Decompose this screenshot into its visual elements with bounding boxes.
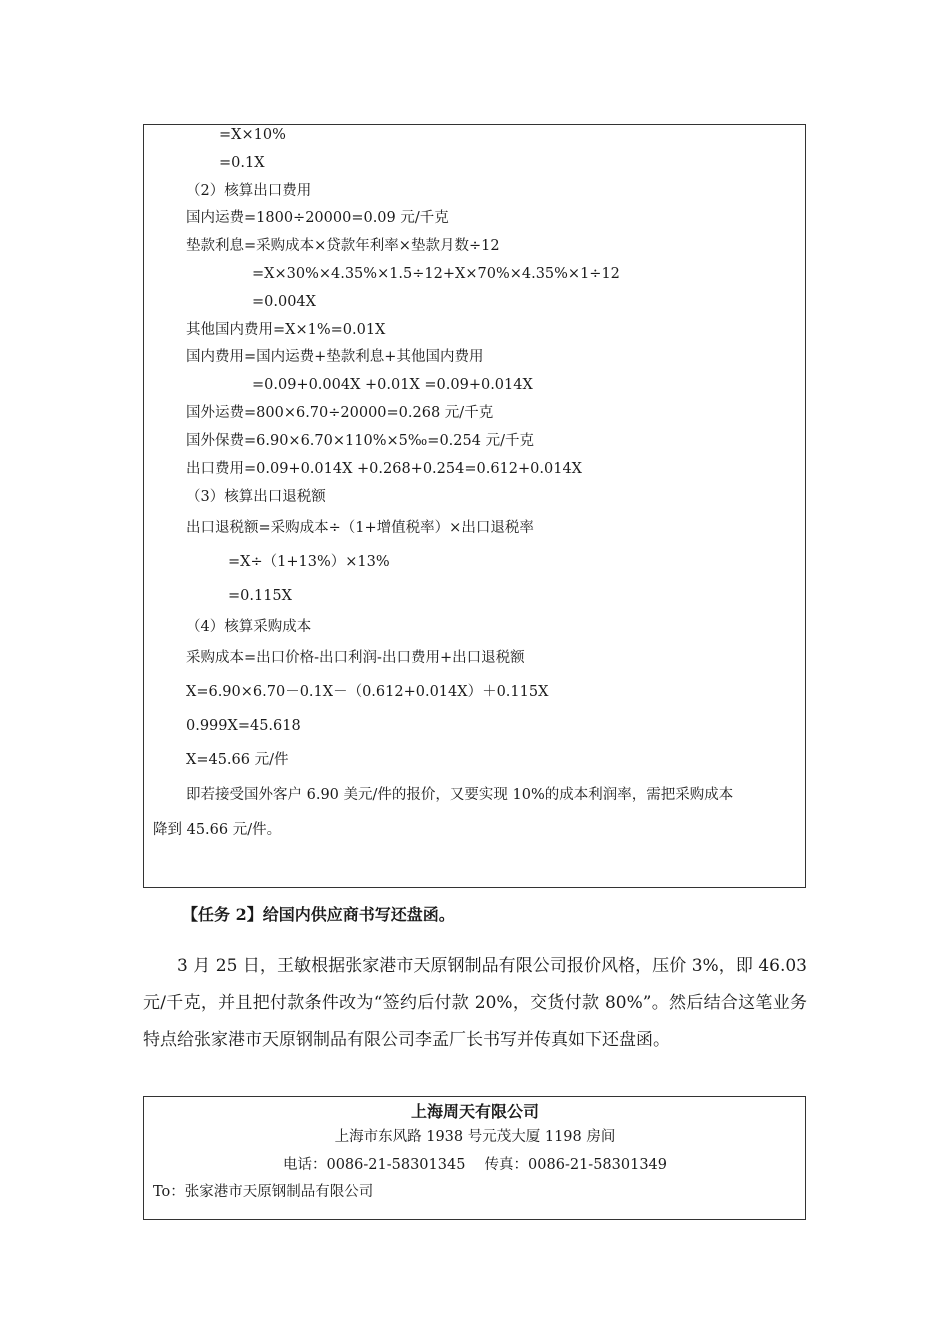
calc-line-1: =X×10% [219, 127, 286, 143]
letter-contact: 电话：0086-21-58301345 传真：0086-21-58301349 [282, 1157, 668, 1173]
task-2-paragraph-text: 3 月 25 日，王敏根据张家港市天原钢制品有限公司报价风格，压价 3%，即 46.03 元/千克，并且把付款条件改为“签约后付款 20%，交货付款 80%”。然后结合这笔业务特点给张家港市天原钢制品有限公司李孟厂长书写并传真如下还盘函。 [143, 956, 807, 1050]
calc-line-interest-result: =0.004X [252, 294, 316, 310]
task-2-paragraph [143, 948, 807, 1059]
section-heading-2: （2）核算出口费用 [186, 183, 312, 199]
calc-line-export-cost: 出口费用=0.09+0.014X +0.268+0.254=0.612+0.014X [186, 461, 582, 477]
section-heading-4: （4）核算采购成本 [186, 619, 312, 635]
calc-line-domestic-freight: 国内运费=1800÷20000=0.09 元/千克 [186, 210, 449, 226]
calc-line-interest-formula: 垫款利息=采购成本×贷款年利率×垫款月数÷12 [186, 238, 500, 254]
calc-line-other-domestic: 其他国内费用=X×1%=0.01X [186, 322, 386, 338]
calc-line-simplified: 0.999X=45.618 [186, 718, 301, 734]
calc-line-2: =0.1X [219, 155, 265, 171]
calc-conclusion-line-1: 即若接受国外客户 6.90 美元/件的报价，又要实现 10%的成本利润率，需把采购成本 [186, 787, 734, 803]
task-2-title: 【任务 2】给国内供应商书写还盘函。 [182, 905, 455, 924]
calc-line-purchase-formula: 采购成本=出口价格-出口利润-出口费用+出口退税额 [186, 650, 525, 666]
calc-line-solution: X=45.66 元/件 [186, 752, 289, 768]
calc-line-rebate-formula: 出口退税额=采购成本÷（1+增值税率）×出口退税率 [186, 520, 534, 536]
calc-line-domestic-result: =0.09+0.004X +0.01X =0.09+0.014X [252, 377, 533, 393]
calc-line-domestic-total: 国内费用=国内运费+垫款利息+其他国内费用 [186, 349, 484, 365]
calc-line-foreign-freight: 国外运费=800×6.70÷20000=0.268 元/千克 [186, 405, 494, 421]
calc-line-equation: X=6.90×6.70－0.1X－（0.612+0.014X）＋0.115X [186, 684, 549, 700]
letter-recipient: To：张家港市天原钢制品有限公司 [153, 1184, 374, 1200]
calc-line-rebate-expand: =X÷（1+13%）×13% [228, 554, 390, 570]
section-heading-3: （3）核算出口退税额 [186, 489, 326, 505]
letter-company-name: 上海周天有限公司 [410, 1102, 539, 1121]
calc-line-interest-expand: =X×30%×4.35%×1.5÷12+X×70%×4.35%×1÷12 [252, 266, 620, 282]
letter-address: 上海市东风路 1938 号元茂大厦 1198 房间 [334, 1129, 616, 1145]
calc-line-foreign-insurance: 国外保费=6.90×6.70×110%×5‰=0.254 元/千克 [186, 433, 534, 449]
calc-line-rebate-result: =0.115X [228, 588, 292, 604]
calc-conclusion-line-2: 降到 45.66 元/件。 [153, 822, 282, 838]
